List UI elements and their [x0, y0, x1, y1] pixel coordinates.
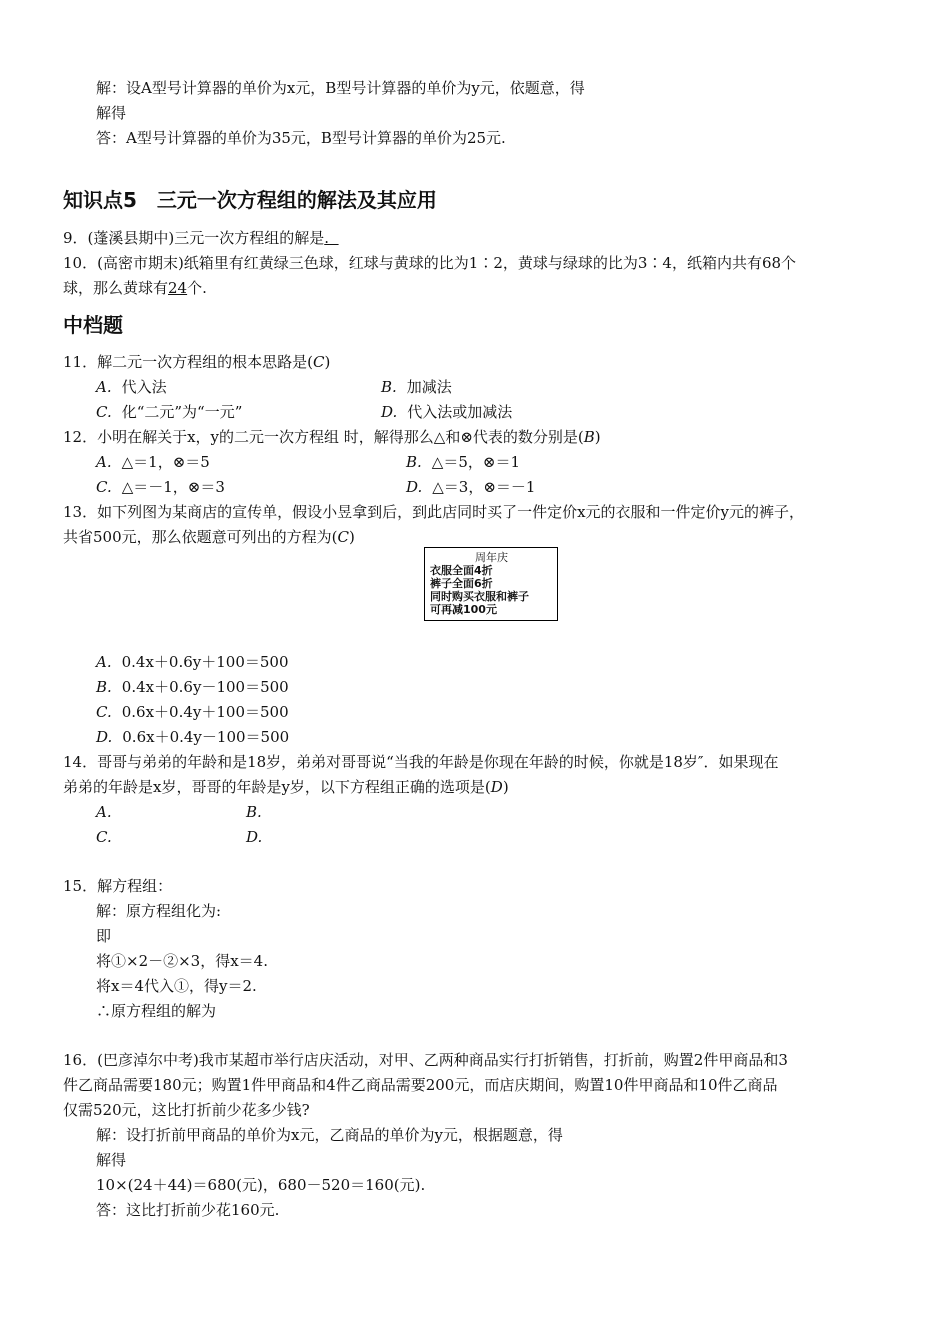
top-solution-result: 解得 [96, 104, 127, 122]
question-12-answer: B [583, 428, 595, 446]
question-14-line1: 14．哥哥与弟弟的年龄和是18岁，弟弟对哥哥说“当我的年龄是你现在年龄的时候，你就是18岁″．如果现在 [63, 753, 779, 771]
promo-flyer-line2: 裤子全面6折 [430, 577, 493, 590]
question-13-text: 共省500元，那么依题意可列出的方程为( [63, 528, 338, 546]
question-11-text: 11．解二元一次方程组的根本思路是( [63, 353, 313, 371]
question-13-option-a: A. 0.4x＋0.6y＋100＝500 [96, 653, 289, 671]
question-12-option-c: C. △＝－1，⊗＝3 [96, 478, 225, 496]
question-13-line1: 13．如下列图为某商店的宣传单，假设小昱拿到后，到此店同时买了一件定价x元的衣服和一件定价y元的裤子， [63, 503, 805, 521]
question-12-option-a: A. △＝1，⊗＝5 [96, 453, 210, 471]
question-15-step2: 即 [96, 927, 112, 945]
question-11-option-a: A. 代入法 [96, 378, 167, 396]
promo-flyer-line4: 可再减100元 [430, 603, 497, 616]
question-11-close: ) [324, 353, 331, 371]
promo-flyer-line3: 同时购买衣服和裤子 [430, 590, 529, 603]
question-14-option-b: B. [246, 803, 262, 821]
question-15-stem: 15．解方程组： [63, 877, 173, 895]
question-13-option-b: B. 0.4x＋0.6y－100＝500 [96, 678, 289, 696]
question-10-line1: 10．(高密市期末)纸箱里有红黄绿三色球，红球与黄球的比为1∶2，黄球与绿球的比为3∶4，纸箱内共有68个 [63, 254, 797, 272]
question-13-option-c: C. 0.6x＋0.4y＋100＝500 [96, 703, 289, 721]
question-10-pre: 球，那么黄球有 [63, 279, 169, 297]
section-heading-5: 知识点5 三元一次方程组的解法及其应用 [63, 188, 437, 212]
question-12-close: ) [594, 428, 601, 446]
question-14-answer: D [490, 778, 503, 796]
question-14-option-c: C. [96, 828, 112, 846]
question-10-post: 个. [187, 279, 207, 297]
promo-flyer-line1: 衣服全面4折 [430, 564, 493, 577]
question-11-answer: C [312, 353, 325, 371]
question-14-option-a: A. [96, 803, 112, 821]
question-10-answer: 24 [168, 279, 188, 297]
question-15-step1: 解：原方程组化为: [96, 902, 222, 920]
question-15-step5: ∴原方程组的解为 [96, 1002, 217, 1020]
section-heading-mid: 中档题 [63, 313, 123, 337]
question-16-answer: 答：这比打折前少花160元. [96, 1201, 280, 1219]
question-11-option-c: C. 化“二元”为“一元” [96, 403, 243, 421]
question-9-blank: . [324, 229, 330, 247]
top-solution-line: 解：设A型号计算器的单价为x元，B型号计算器的单价为y元，依题意，得 [96, 79, 585, 97]
question-13-line2 [63, 527, 355, 547]
top-solution-answer: 答：A型号计算器的单价为35元，B型号计算器的单价为25元. [96, 129, 506, 147]
question-9 [63, 228, 339, 248]
question-11-option-d: D. 代入法或加减法 [381, 403, 513, 421]
question-16-line3: 仅需520元，这比打折前少花多少钱? [63, 1101, 310, 1119]
question-12-text: 12．小明在解关于x，y的二元一次方程组 时，解得那么△和⊗代表的数分别是( [63, 428, 584, 446]
question-13-option-d: D. 0.6x＋0.4y－100＝500 [96, 728, 290, 746]
promo-flyer-title: 周年庆 [475, 551, 508, 564]
question-9-text: 9．(蓬溪县期中)三元一次方程组的解是 [63, 229, 325, 247]
question-11-option-b: B. 加减法 [381, 378, 452, 396]
promo-flyer [424, 547, 558, 621]
question-16-step1: 解：设打折前甲商品的单价为x元，乙商品的单价为y元，根据题意，得 [96, 1126, 563, 1144]
question-16-line2: 件乙商品需要180元；购置1件甲商品和4件乙商品需要200元，而店庆期间，购置10件甲商品和10件乙商品 [63, 1076, 778, 1094]
question-14-option-d: D. [246, 828, 263, 846]
question-16-line1: 16．(巴彦淖尔中考)我市某超市举行店庆活动，对甲、乙两种商品实行打折销售，打折前，购置2件甲商品和3 [63, 1051, 788, 1069]
question-14-close: ) [502, 778, 509, 796]
question-12-option-b: B. △＝5，⊗＝1 [406, 453, 520, 471]
question-13-answer: C [337, 528, 349, 546]
question-12-option-d: D. △＝3，⊗＝－1 [406, 478, 536, 496]
question-16-step2: 解得 [96, 1151, 127, 1169]
question-11-stem [63, 352, 330, 372]
question-10-line2 [63, 278, 207, 298]
question-12-stem [63, 427, 601, 447]
question-13-close: ) [348, 528, 355, 546]
question-15-step3: 将①×2－②×3，得x＝4. [96, 952, 268, 970]
question-16-step3: 10×(24＋44)＝680(元)，680－520＝160(元). [96, 1176, 426, 1194]
question-14-line2 [63, 777, 509, 797]
question-15-step4: 将x＝4代入①，得y＝2. [96, 977, 257, 995]
question-14-text: 弟弟的年龄是x岁，哥哥的年龄是y岁，以下方程组正确的选项是( [63, 778, 491, 796]
